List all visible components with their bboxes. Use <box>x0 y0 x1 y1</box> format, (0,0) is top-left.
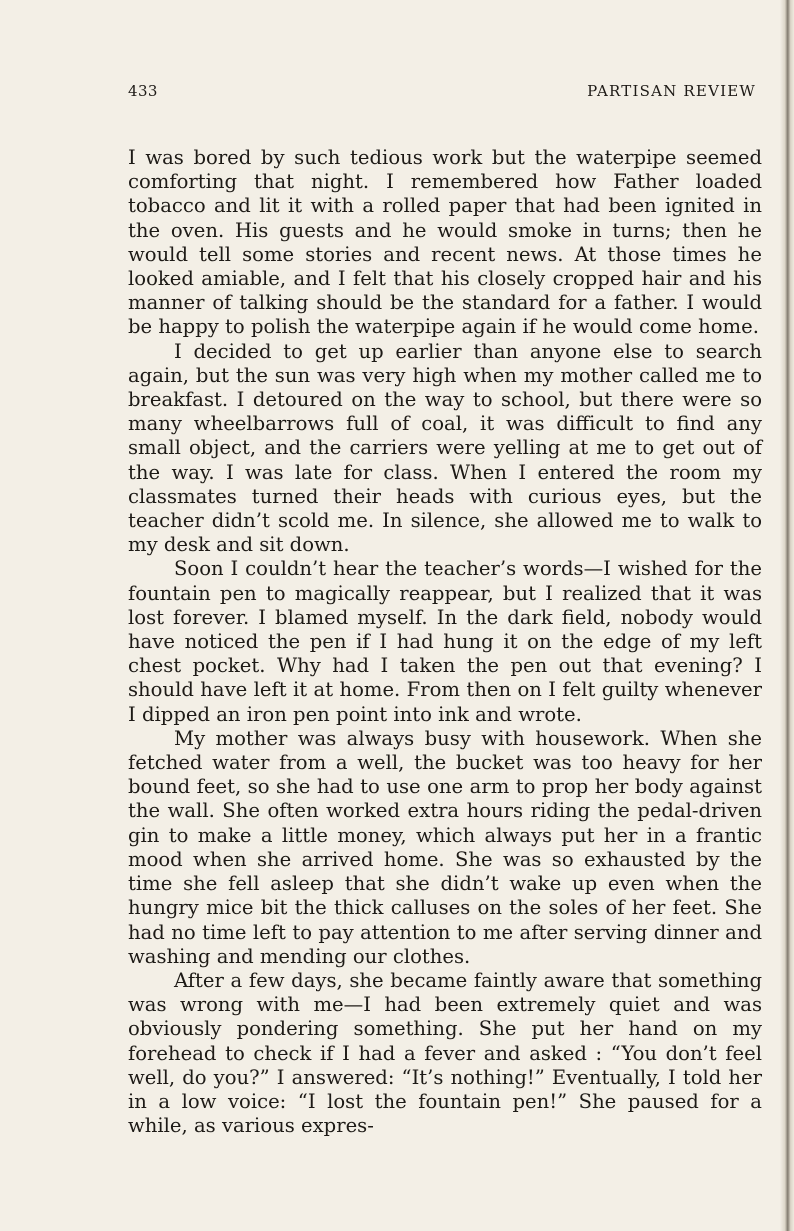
paragraph: After a few days, she became faintly aware that something was wrong with me—I had been extremely quiet and was obviously pondering something. She put her hand on my forehead to check if I had a fever and asked : “You don’t feel well, do you?” I answered: “It’s nothing!” Eventually, I told her in a low voice: “I lost the fountain pen!” She paused for a while, as various expres- <box>128 968 762 1138</box>
paragraph: I was bored by such tedious work but the waterpipe seemed comforting that night. I remembered how Father loaded tobacco and lit it with a rolled paper that had been ignited in the oven. His guests and he would smoke in turns; then he would tell some stories and recent news. At those times he looked amiable, and I felt that his closely cropped hair and his manner of talking should be the standard for a father. I would be happy to polish the waterpipe again if he would come home. <box>128 146 762 339</box>
paragraph: Soon I couldn’t hear the teacher’s words—I wished for the fountain pen to magically reappear, but I realized that it was lost forever. I blamed myself. In the dark field, nobody would have noticed the pen if I had hung it on the edge of my left chest pocket. Why had I taken the pen out that evening? I should have left it at home. From then on I felt guilty whenever I dipped an iron pen point into ink and wrote. <box>128 557 762 726</box>
page-edge-shadow <box>780 0 794 1231</box>
page-number: 433 <box>128 82 158 100</box>
paragraph: My mother was always busy with housework. When she fetched water from a well, the bucket was too heavy for her bound feet, so she had to use one arm to prop her body against the wall. She often worked extra hours riding the pedal-driven gin to make a little money, which always put her in a frantic mood when she arrived home. She was so exhausted by the time she fell asleep that she didn’t wake up even when the hungry mice bit the thick calluses on the soles of her feet. She had no time left to pay attention to me after serving dinner and washing and mending our clothes. <box>128 726 762 968</box>
running-title: PARTISAN REVIEW <box>587 82 756 100</box>
running-header <box>128 82 756 104</box>
paragraph: I decided to get up earlier than anyone else to search again, but the sun was very high when my mother called me to breakfast. I detoured on the way to school, but there were so many wheelbarrows full of coal, it was difficult to find any small object, and the carriers were yelling at me to get out of the way. I was late for class. When I entered the room my classmates turned their heads with curious eyes, but the teacher didn’t scold me. In silence, she allowed me to walk to my desk and sit down. <box>128 339 762 557</box>
body-text <box>128 146 762 1138</box>
